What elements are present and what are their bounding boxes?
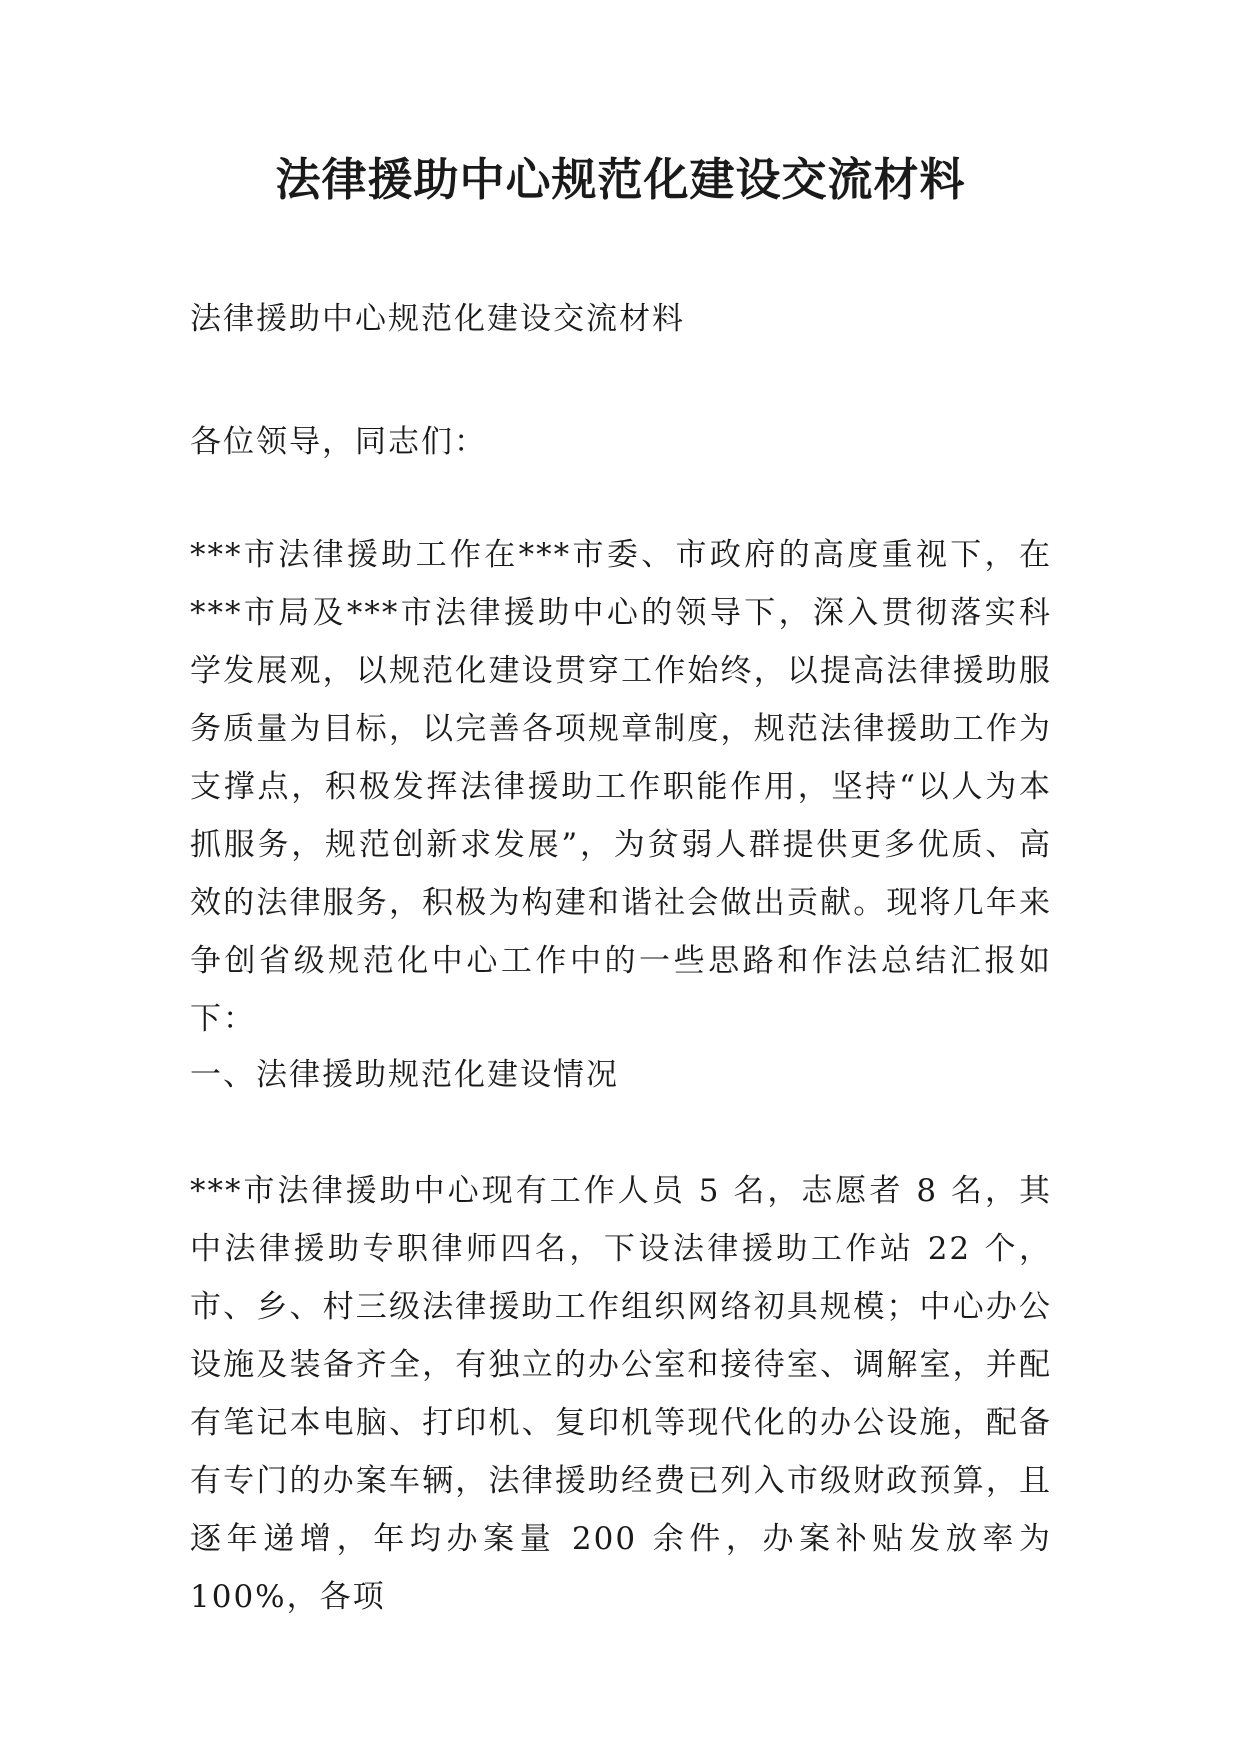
section-heading: 一、法律援助规范化建设情况 (190, 1057, 619, 1093)
document-title: 法律援助中心规范化建设交流材料 (275, 153, 966, 206)
section-paragraph: ***市法律援助中心现有工作人员 5 名，志愿者 8 名，其中法律援助专职律师四名，下设法律援助工作站 22 个，市、乡、村三级法律援助工作组织网络初具规模；中心办公设施及装备齐全，有独立的办公室和接待室、调解室，并配有笔记本电脑、打印机、复印机等现代化的办公设施，配备有专门的办案车辆，法律援助经费已列入市级财政预算，且逐年递增，年均办案量 200 余件，办案补贴发放率为 100%，各项 (190, 1173, 1052, 1615)
intro-paragraph: ***市法律援助工作在***市委、市政府的高度重视下，在***市局及***市法律援助中心的领导下，深入贯彻落实科学发展观，以规范化建设贯穿工作始终，以提高法律援助服务质量为目标，以完善各项规章制度，规范法律援助工作为支撑点，积极发挥法律援助工作职能作用，坚持“以人为本抓服务，规范创新求发展”，为贫弱人群提供更多优质、高效的法律服务，积极为构建和谐社会做出贡献。现将几年来争创省级规范化中心工作中的一些思路和作法总结汇报如下： (190, 537, 1052, 1037)
document-subtitle: 法律援助中心规范化建设交流材料 (190, 301, 685, 337)
greeting-paragraph: 各位领导，同志们： (190, 424, 487, 460)
